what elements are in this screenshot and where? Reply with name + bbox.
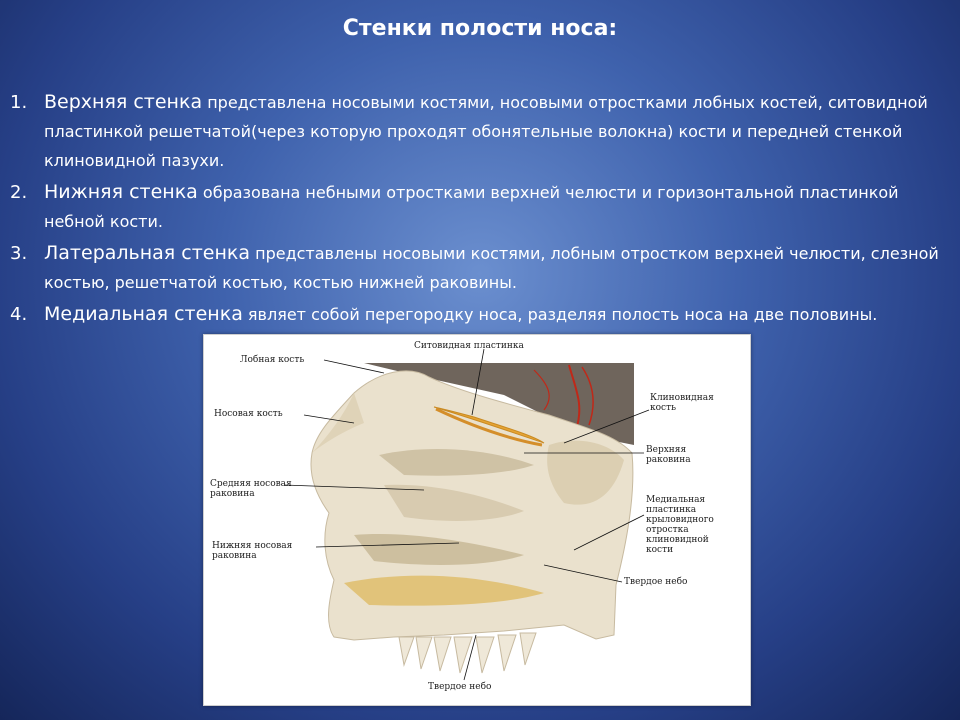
list-item bbox=[10, 300, 940, 329]
nasal-cavity-figure bbox=[203, 334, 751, 706]
label-line: кости bbox=[646, 545, 674, 555]
label-line: Средняя носовая bbox=[210, 479, 292, 489]
label-sphenoid-bone bbox=[650, 393, 714, 413]
list-item bbox=[10, 239, 940, 297]
label-line: Верхняя bbox=[646, 445, 687, 455]
label-inferior-concha bbox=[212, 541, 292, 561]
label-line: Нижняя носовая bbox=[212, 541, 293, 551]
label-line: кость bbox=[650, 403, 676, 413]
item-term: Нижняя стенка bbox=[44, 181, 198, 203]
item-number: 2. bbox=[10, 182, 28, 203]
item-description: представлены носовыми костями, лобным отростком верхней челюсти, слезной костью, решетчатой костью, костью нижней раковины. bbox=[44, 244, 939, 292]
item-description: представлена носовыми костями, носовыми отростками лобных костей, ситовидной пластинкой решетчатой(через которую проходят обонятельные волокна) кости и передней стенкой клиновидной пазухи. bbox=[44, 93, 928, 170]
slide-title: Стенки полости носа: bbox=[342, 16, 618, 41]
label-nasal-bone: Носовая кость bbox=[214, 409, 283, 419]
label-middle-concha bbox=[210, 479, 292, 499]
label-line: клиновидной bbox=[646, 535, 709, 545]
item-number: 1. bbox=[10, 92, 28, 113]
label-line: Клиновидная bbox=[650, 393, 714, 403]
item-term: Верхняя стенка bbox=[44, 91, 203, 113]
label-line: крыловидного bbox=[646, 515, 714, 525]
label-line: Медиальная bbox=[646, 495, 706, 505]
label-line: раковина bbox=[212, 551, 257, 561]
item-term: Медиальная стенка bbox=[44, 303, 243, 325]
label-line: раковина bbox=[210, 489, 255, 499]
item-term: Латеральная стенка bbox=[44, 242, 251, 264]
label-cribriform-plate: Ситовидная пластинка bbox=[414, 341, 524, 351]
item-description: образована небными отростками верхней челюсти и горизонтальной пластинкой небной кости. bbox=[44, 183, 899, 231]
label-hard-palate-right: Твердое небо bbox=[624, 577, 688, 587]
label-line: раковина bbox=[646, 455, 691, 465]
label-superior-concha bbox=[646, 445, 691, 465]
item-number: 3. bbox=[10, 243, 28, 264]
list-item bbox=[10, 88, 940, 175]
label-frontal-bone: Лобная кость bbox=[240, 355, 305, 365]
item-description: являет собой перегородку носа, разделяя полость носа на две половины. bbox=[242, 305, 878, 324]
label-medial-pterygoid-plate bbox=[646, 495, 714, 555]
label-hard-palate-bottom: Твердое небо bbox=[428, 682, 492, 692]
label-line: пластинка bbox=[646, 505, 697, 515]
list-item bbox=[10, 178, 940, 236]
walls-list bbox=[10, 88, 940, 332]
label-line: отростка bbox=[646, 525, 689, 535]
item-number: 4. bbox=[10, 304, 28, 325]
